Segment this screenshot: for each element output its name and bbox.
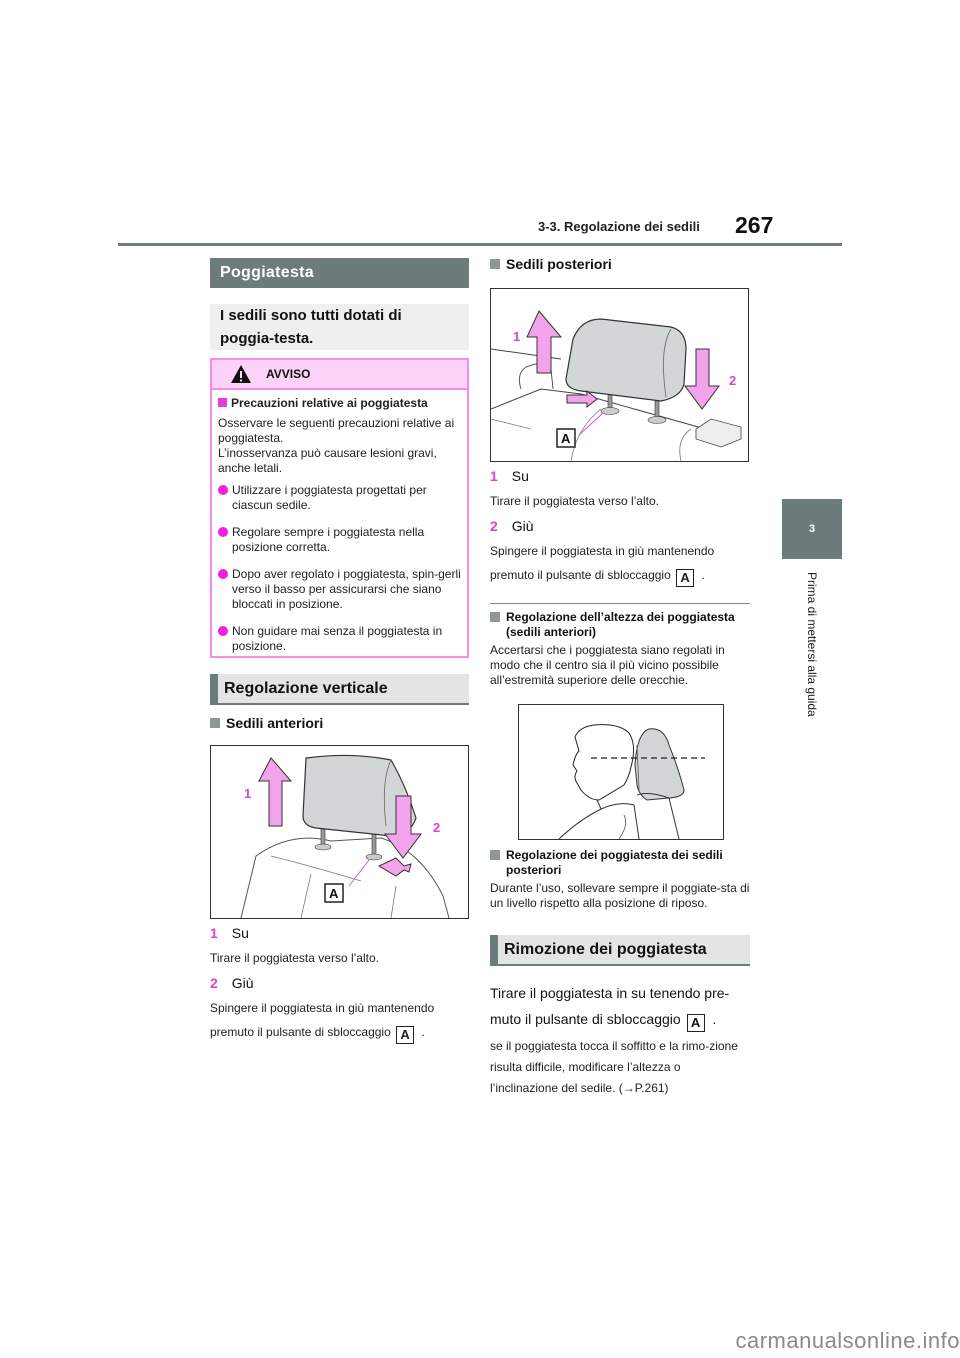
warning-bullet [218,525,461,555]
release-button-key-A: A [676,569,694,587]
removal-instructions [490,980,750,1032]
removal-text-line2 [490,1006,750,1032]
subheading-front-seats [210,715,469,731]
square-bullet-icon [490,612,500,622]
chapter-tab [782,499,842,559]
chapter-number: 3 [808,523,816,535]
step-label: Giù [511,518,534,534]
figure-head-position [518,704,724,840]
intro-text: I sedili sono tutti dotati di poggia-testa. [220,307,402,347]
subheading-rear-seats [490,256,750,272]
chapter-title: Prima di mettersi alla guida [805,572,819,717]
front-headrest-illustration [211,746,468,918]
note-text-front-height: Accertarsi che i poggiatesta siano regolati in modo che il centro sia il più vicino possibile all’estremità superiore delle orecchie. [490,643,725,687]
warning-paragraph-2: L’inosservanza può causare lesioni gravi, anche letali. [218,446,437,475]
svg-text:A: A [329,886,339,901]
step-label: Su [231,925,249,941]
period: . [712,1011,717,1027]
warning-bullet [218,483,461,513]
warning-heading [218,396,461,411]
header-section-title: 3-3. Regolazione dei sedili [538,219,700,234]
period: . [701,568,705,582]
warning-bullet-text: Regolare sempre i poggiatesta nella posizione corretta. [232,525,425,554]
release-button-key-A: A [687,1014,705,1032]
warning-paragraph-1: Osservare le seguenti precauzioni relative ai poggiatesta. [218,416,455,445]
note-heading-text: Regolazione dei poggiatesta dei sedili posteriori [506,848,723,877]
step-label: Giù [231,975,254,991]
step-2-desc2-text: premuto il pulsante di sbloccaggio [210,1025,391,1039]
removal-note: se il poggiatesta tocca il soffitto e la rimo-zione risulta difficile, modificare l’altezza o l’inclinazione del sedile. (→P.261) [490,1039,738,1095]
step-label: Su [511,468,529,484]
figure-front-headrest [210,745,469,919]
divider [490,603,750,604]
step-number: 1 [210,925,218,941]
figure-rear-headrest [490,288,749,462]
warning-header [212,360,467,390]
note-heading-front-height [490,610,750,640]
rear-step-2 [490,518,750,534]
warning-bullet [218,624,461,654]
step-2-desc: Spingere il poggiatesta in giù mantenendo [210,1001,435,1015]
svg-text:2: 2 [729,373,737,388]
page-number: 267 [735,212,774,238]
period: . [421,1025,425,1039]
head-position-illustration [519,705,723,839]
subheading-text: Sedili posteriori [506,256,612,272]
warning-bullet-text: Utilizzare i poggiatesta progettati per ciascun sedile. [232,483,427,512]
section-title-regolazione-verticale: Regolazione verticale [210,674,469,705]
warning-box [210,358,469,658]
note-heading-text: Regolazione dell’altezza dei poggiatesta (sedili anteriori) [506,610,735,639]
warning-bullet [218,567,461,612]
left-column [210,258,469,1044]
svg-text:1: 1 [513,329,521,344]
header-rule [118,243,842,246]
bullet-dot-icon [218,485,228,495]
svg-text:2: 2 [433,820,441,835]
warning-triangle-icon [230,364,252,384]
svg-text:A: A [561,431,571,446]
removal-text2: muto il pulsante di sbloccaggio [490,1011,681,1027]
rear-step-2-desc-line2 [490,568,750,587]
square-bullet-icon [218,398,227,407]
step-number: 2 [210,975,218,991]
bullet-dot-icon [218,569,228,579]
warning-bullet-text: Non guidare mai senza il poggiatesta in posizione. [232,624,443,653]
square-bullet-icon [490,850,500,860]
bullet-dot-icon [218,626,228,636]
removal-text-line1: Tirare il poggiatesta in su tenendo pre- [490,985,730,1001]
step-2 [210,975,469,991]
square-bullet-icon [490,259,500,269]
warning-label: AVVISO [266,367,311,381]
rear-headrest-illustration [491,289,748,461]
watermark: carmanualsonline.info [735,1328,960,1353]
step-2-desc2-text: premuto il pulsante di sbloccaggio [490,568,671,582]
step-1 [210,925,469,941]
right-column [490,256,750,1099]
release-button-key-A: A [396,1026,414,1044]
warning-body [212,390,467,662]
subheading-text: Sedili anteriori [226,715,324,731]
note-heading-rear-adjustment [490,848,750,878]
warning-bullet-text: Dopo aver regolato i poggiatesta, spin-gerli verso il basso per assicurarsi che siano bloccati in posizione. [232,567,461,611]
square-bullet-icon [210,718,220,728]
section-title-poggiatesta: Poggiatesta [210,258,469,288]
rear-step-1 [490,468,750,484]
step-2-desc-line2 [210,1025,469,1044]
step-number: 2 [490,518,498,534]
svg-text:1: 1 [244,786,252,801]
step-number: 1 [490,468,498,484]
note-text-rear-adjustment: Durante l’uso, sollevare sempre il poggiate-sta di un livello rispetto alla posizione di riposo. [490,881,750,910]
bullet-dot-icon [218,527,228,537]
rear-step-1-desc: Tirare il poggiatesta verso l’alto. [490,494,659,508]
step-1-desc: Tirare il poggiatesta verso l’alto. [210,951,379,965]
warning-heading-text: Precauzioni relative ai poggiatesta [231,396,428,410]
intro-box [210,304,469,350]
section-title-rimozione: Rimozione dei poggiatesta [490,935,750,966]
chapter-title-vertical [783,572,843,742]
rear-step-2-desc: Spingere il poggiatesta in giù mantenendo [490,544,715,558]
